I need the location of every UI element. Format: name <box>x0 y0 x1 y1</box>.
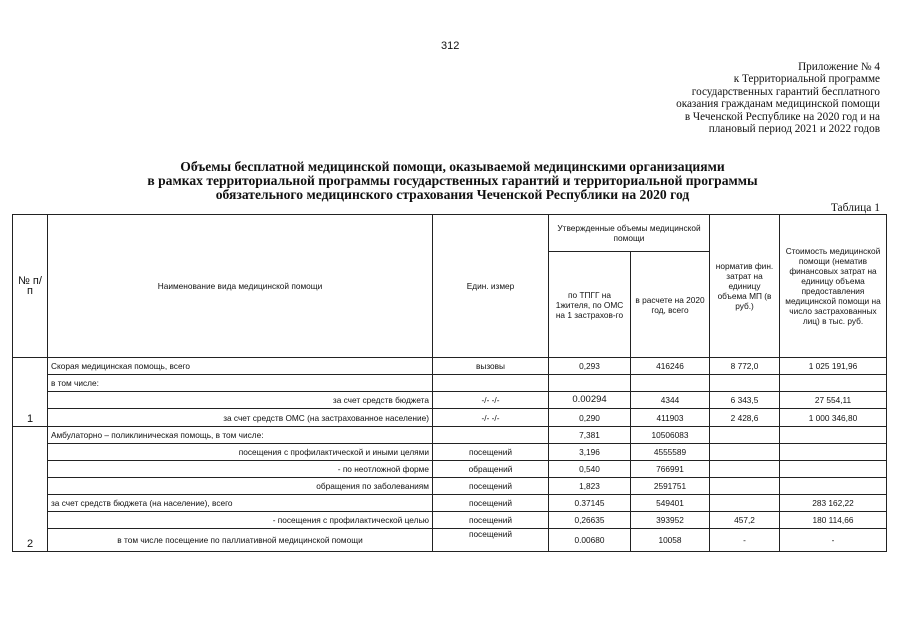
cell-per-person: 0,293 <box>549 358 631 375</box>
cell-total: 2591751 <box>631 478 710 495</box>
cell-total: 411903 <box>631 409 710 427</box>
cell-total <box>631 375 710 392</box>
annex-line: плановый период 2021 и 2022 годов <box>708 123 880 136</box>
cell-cost: 283 162,22 <box>780 495 887 512</box>
cell-norm: 6 343,5 <box>710 392 780 409</box>
cell-norm: - <box>710 529 780 552</box>
cell-norm: 2 428,6 <box>710 409 780 427</box>
annex-line: в Чеченской Республике на 2020 год и на <box>684 110 880 123</box>
cell-per-person: 0.00680 <box>549 529 631 552</box>
title-line: Объемы бесплатной медицинской помощи, оказываемой медицинскими организациями <box>180 159 725 174</box>
cell-per-person: 3,196 <box>549 444 631 461</box>
header-name: Наименование вида медицинской помощи <box>48 215 433 358</box>
cell-total: 393952 <box>631 512 710 529</box>
header-cost: Стоимость медицинской помощи (нематив финансовых затрат на единицу объема предоставления медицинской помощи на число застрахованных лиц) в тыс. руб. <box>780 215 887 358</box>
cell-total: 4555589 <box>631 444 710 461</box>
header-unit: Един. измер <box>433 215 549 358</box>
cell-norm: 8 772,0 <box>710 358 780 375</box>
cell-name: - по неотложной форме <box>48 461 433 478</box>
table-row <box>13 427 887 444</box>
cell-total: 4344 <box>631 392 710 409</box>
document-title <box>0 160 905 202</box>
cell-norm <box>710 478 780 495</box>
cell-unit: -/- -/- <box>433 409 549 427</box>
table-row <box>13 392 887 409</box>
annex-block <box>580 61 880 135</box>
cell-name: Скорая медицинская помощь, всего <box>48 358 433 375</box>
table-row <box>13 409 887 427</box>
header-total: в расчете на 2020 год, всего <box>631 252 710 358</box>
table-row <box>13 461 887 478</box>
cell-norm <box>710 375 780 392</box>
cell-total: 10058 <box>631 529 710 552</box>
cell-norm <box>710 444 780 461</box>
cell-per-person: 1,823 <box>549 478 631 495</box>
cell-name: за счет средств бюджета (на население), всего <box>48 495 433 512</box>
cell-cost <box>780 478 887 495</box>
cell-name: - посещения с профилактической целью <box>48 512 433 529</box>
row-number: 2 <box>13 427 48 552</box>
cell-total: 10506083 <box>631 427 710 444</box>
cell-norm <box>710 495 780 512</box>
cell-unit: посещений <box>433 495 549 512</box>
cell-name: за счет средств ОМС (на застрахованное население) <box>48 409 433 427</box>
cell-cost <box>780 427 887 444</box>
table-label: Таблица 1 <box>830 202 880 214</box>
table-row <box>13 444 887 461</box>
cell-cost: 180 114,66 <box>780 512 887 529</box>
header-approved-volumes: Утвержденные объемы медицинской помощи <box>549 215 710 252</box>
cell-cost <box>780 444 887 461</box>
page-number: 312 <box>441 40 460 52</box>
cell-per-person: 7,381 <box>549 427 631 444</box>
cell-name: в том числе посещение по паллиативной медицинской помощи <box>48 529 433 552</box>
cell-name: за счет средств бюджета <box>48 392 433 409</box>
cell-name: Амбулаторно – поликлиническая помощь, в том числе: <box>48 427 433 444</box>
cell-per-person: 0,540 <box>549 461 631 478</box>
annex-line: Приложение № 4 <box>798 61 880 73</box>
cell-unit: посещений <box>433 478 549 495</box>
cell-unit <box>433 375 549 392</box>
table-row <box>13 358 887 375</box>
annex-line: оказания гражданам медицинской помощи <box>676 98 880 111</box>
table-row <box>13 512 887 529</box>
cell-unit: обращений <box>433 461 549 478</box>
annex-line: к Территориальной программе <box>733 73 880 86</box>
cell-cost <box>780 461 887 478</box>
cell-per-person <box>549 375 631 392</box>
table-row <box>13 375 887 392</box>
cell-total: 416246 <box>631 358 710 375</box>
title-line: обязательного медицинского страхования Чеченской Республики на 2020 год <box>215 187 690 202</box>
cell-per-person: 0.00294 <box>549 392 631 409</box>
cell-total: 549401 <box>631 495 710 512</box>
table-row <box>13 495 887 512</box>
title-line: в рамках территориальной программы государственных гарантий и территориальной программы <box>147 173 758 188</box>
header-number: № п/п <box>13 215 48 358</box>
cell-cost: 1 025 191,96 <box>780 358 887 375</box>
cell-unit: посещений <box>433 444 549 461</box>
header-per-person: по ТПГГ на 1жителя, по ОМС на 1 застрахов-го <box>549 252 631 358</box>
cell-unit: посещений <box>433 529 549 552</box>
cell-name: обращения по заболеваниям <box>48 478 433 495</box>
cell-cost: 27 554,11 <box>780 392 887 409</box>
cell-per-person: 0.37145 <box>549 495 631 512</box>
cell-unit: вызовы <box>433 358 549 375</box>
cell-norm <box>710 427 780 444</box>
cell-total: 766991 <box>631 461 710 478</box>
header-norm: норматив фин. затрат на единицу объема МП (в руб.) <box>710 215 780 358</box>
table-row <box>13 529 887 552</box>
volumes-table <box>12 214 887 552</box>
cell-norm: 457,2 <box>710 512 780 529</box>
cell-per-person: 0,26635 <box>549 512 631 529</box>
cell-unit: посещений <box>433 512 549 529</box>
cell-norm <box>710 461 780 478</box>
cell-name: в том числе: <box>48 375 433 392</box>
cell-unit: -/- -/- <box>433 392 549 409</box>
cell-unit <box>433 427 549 444</box>
annex-line: государственных гарантий бесплатного <box>691 85 880 98</box>
cell-name: посещения с профилактической и иными целями <box>48 444 433 461</box>
row-number: 1 <box>13 358 48 427</box>
table-row <box>13 478 887 495</box>
cell-cost <box>780 375 887 392</box>
cell-cost: 1 000 346,80 <box>780 409 887 427</box>
cell-cost: - <box>780 529 887 552</box>
cell-per-person: 0,290 <box>549 409 631 427</box>
